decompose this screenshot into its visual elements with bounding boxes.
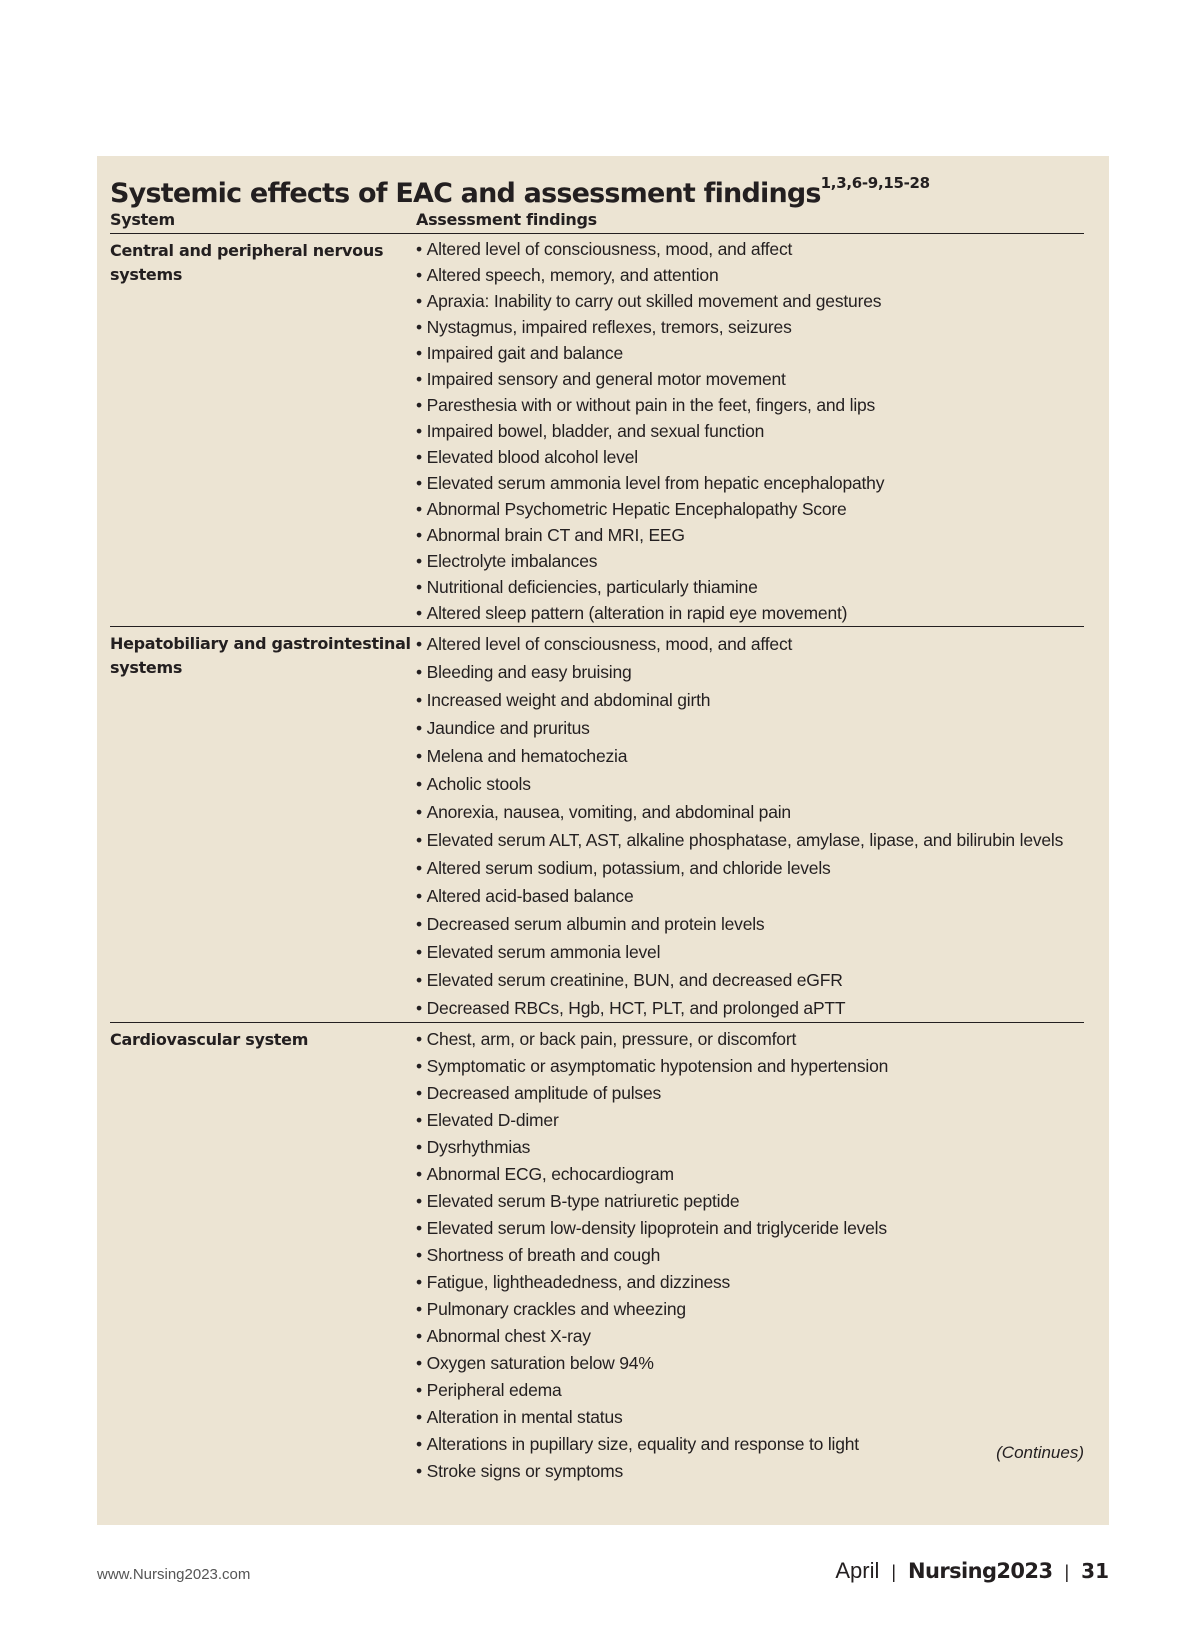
finding-item: • Impaired sensory and general motor movement	[416, 366, 1084, 392]
finding-item: • Fatigue, lightheadedness, and dizziness	[416, 1269, 1084, 1296]
table-title	[110, 163, 930, 214]
finding-item: • Elevated serum B-type natriuretic peptide	[416, 1188, 1084, 1215]
finding-item: • Dysrhythmias	[416, 1134, 1084, 1161]
assessment-table	[110, 210, 1084, 1485]
title-references: 1,3,6-9,15-28	[820, 174, 930, 192]
finding-item: • Bleeding and easy bruising	[416, 658, 1084, 686]
finding-item: • Altered level of consciousness, mood, and affect	[416, 236, 1084, 262]
footer-website: www.Nursing2023.com	[97, 1566, 251, 1583]
findings-list	[416, 627, 1084, 1022]
table-row-nervous-systems	[110, 234, 1084, 627]
footer-separator: |	[1064, 1562, 1070, 1582]
finding-item: • Elevated serum ALT, AST, alkaline phosphatase, amylase, lipase, and bilirubin levels	[416, 826, 1084, 854]
finding-item: • Altered speech, memory, and attention	[416, 262, 1084, 288]
system-name: Central and peripheral nervous systems	[110, 234, 416, 627]
assessment-table-box	[97, 156, 1109, 1525]
finding-item: • Abnormal Psychometric Hepatic Encephalopathy Score	[416, 496, 1084, 522]
footer-journal: Nursing2023	[908, 1559, 1053, 1583]
findings-cell	[416, 1023, 1084, 1486]
continues-note: (Continues)	[996, 1443, 1084, 1462]
finding-item: • Elevated serum ammonia level	[416, 938, 1084, 966]
finding-item: • Shortness of breath and cough	[416, 1242, 1084, 1269]
finding-item: • Nystagmus, impaired reflexes, tremors, seizures	[416, 314, 1084, 340]
finding-item: • Jaundice and pruritus	[416, 714, 1084, 742]
system-name: Hepatobiliary and gastrointestinal systems	[110, 627, 416, 1023]
finding-item: • Peripheral edema	[416, 1377, 1084, 1404]
finding-item: • Melena and hematochezia	[416, 742, 1084, 770]
footer-right	[835, 1558, 1109, 1584]
finding-item: • Abnormal ECG, echocardiogram	[416, 1161, 1084, 1188]
finding-item: • Elevated blood alcohol level	[416, 444, 1084, 470]
finding-item: • Abnormal brain CT and MRI, EEG	[416, 522, 1084, 548]
findings-cell	[416, 627, 1084, 1023]
finding-item: • Increased weight and abdominal girth	[416, 686, 1084, 714]
finding-item: • Decreased serum albumin and protein levels	[416, 910, 1084, 938]
finding-item: • Anorexia, nausea, vomiting, and abdominal pain	[416, 798, 1084, 826]
system-name: Cardiovascular system	[110, 1030, 309, 1049]
finding-item: • Elevated serum low-density lipoprotein and triglyceride levels	[416, 1215, 1084, 1242]
table-row-hepatobiliary-systems	[110, 627, 1084, 1023]
finding-item: • Elevated serum ammonia level from hepatic encephalopathy	[416, 470, 1084, 496]
footer-month: April	[835, 1558, 880, 1583]
finding-item: • Altered level of consciousness, mood, and affect	[416, 630, 1084, 658]
header-assessment-findings: Assessment findings	[416, 210, 1084, 234]
finding-item: • Paresthesia with or without pain in the feet, fingers, and lips	[416, 392, 1084, 418]
finding-item: • Apraxia: Inability to carry out skilled movement and gestures	[416, 288, 1084, 314]
finding-item: • Impaired gait and balance	[416, 340, 1084, 366]
finding-item: • Altered sleep pattern (alteration in rapid eye movement)	[416, 600, 1084, 626]
finding-item: • Impaired bowel, bladder, and sexual function	[416, 418, 1084, 444]
finding-item: • Electrolyte imbalances	[416, 548, 1084, 574]
finding-item: • Elevated serum creatinine, BUN, and decreased eGFR	[416, 966, 1084, 994]
findings-cell	[416, 234, 1084, 627]
finding-item: • Abnormal chest X-ray	[416, 1323, 1084, 1350]
finding-item: • Alterations in pupillary size, equality and response to light	[416, 1431, 1084, 1458]
finding-item: • Pulmonary crackles and wheezing	[416, 1296, 1084, 1323]
finding-item: • Oxygen saturation below 94%	[416, 1350, 1084, 1377]
table-row-cardiovascular-system	[110, 1023, 1084, 1486]
finding-item: • Alteration in mental status	[416, 1404, 1084, 1431]
footer-page-number: 31	[1081, 1559, 1109, 1583]
finding-item: • Elevated D-dimer	[416, 1107, 1084, 1134]
table-header-row	[110, 210, 1084, 234]
finding-item: • Altered serum sodium, potassium, and chloride levels	[416, 854, 1084, 882]
finding-item: • Stroke signs or symptoms	[416, 1458, 1084, 1485]
finding-item: • Altered acid-based balance	[416, 882, 1084, 910]
finding-item: • Chest, arm, or back pain, pressure, or discomfort	[416, 1026, 1084, 1053]
title-text: Systemic effects of EAC and assessment findings	[110, 178, 821, 209]
header-system: System	[110, 210, 416, 234]
finding-item: • Nutritional deficiencies, particularly thiamine	[416, 574, 1084, 600]
findings-list	[416, 234, 1084, 626]
finding-item: • Decreased amplitude of pulses	[416, 1080, 1084, 1107]
footer-separator: |	[891, 1562, 897, 1582]
finding-item: • Decreased RBCs, Hgb, HCT, PLT, and prolonged aPTT	[416, 994, 1084, 1022]
finding-item: • Acholic stools	[416, 770, 1084, 798]
finding-item: • Symptomatic or asymptomatic hypotension and hypertension	[416, 1053, 1084, 1080]
findings-list	[416, 1023, 1084, 1485]
